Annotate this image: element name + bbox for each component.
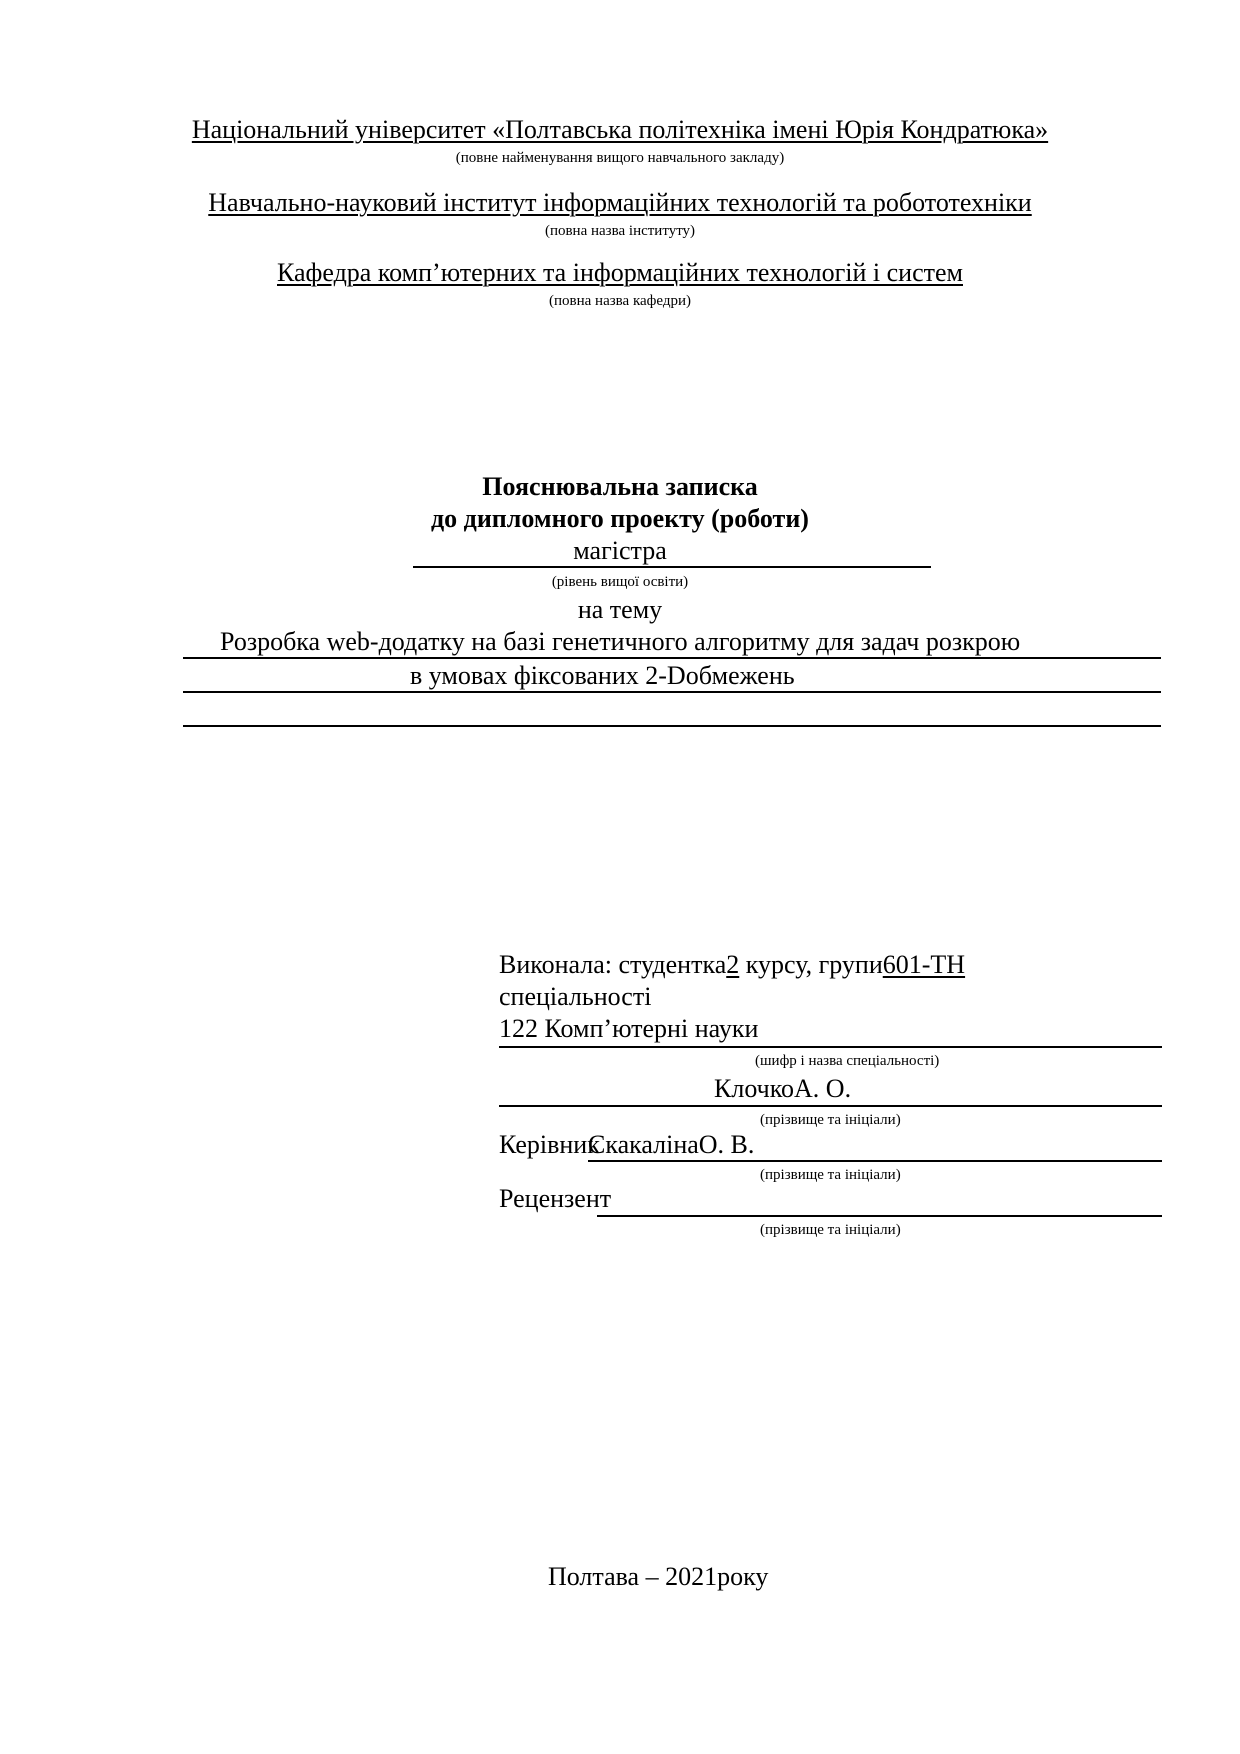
specialty-value: 122 Комп’ютерні науки (499, 1014, 759, 1043)
reviewer-caption: (прізвище та ініціали) (760, 1222, 901, 1238)
topic-underline-1 (183, 657, 1161, 659)
degree-caption: (рівень вищої освіти) (551, 574, 689, 590)
group-value: 601-ТН (882, 950, 966, 979)
document-subtitle: до дипломного проекту (роботи) (431, 504, 809, 533)
department-caption: (повна назва кафедри) (549, 293, 691, 309)
student-underline (499, 1105, 1162, 1107)
reviewer-label: Рецензент (499, 1184, 612, 1213)
degree-level: магістра (573, 536, 667, 565)
university-caption: (повне найменування вищого навчального закладу) (455, 150, 785, 166)
institute-name: Навчально-науковий інститут інформаційних технологій та робототехніки (208, 188, 1032, 217)
performed-prefix: Виконала: студентка (499, 950, 727, 979)
topic-underline-3 (183, 725, 1161, 727)
supervisor-caption: (прізвище та ініціали) (760, 1167, 901, 1183)
degree-underline (413, 566, 931, 568)
specialty-underline (499, 1046, 1162, 1048)
student-caption: (прізвище та ініціали) (760, 1112, 901, 1128)
city-year: Полтава – 2021року (548, 1562, 769, 1591)
supervisor-underline (588, 1160, 1162, 1162)
topic-underline-2 (183, 691, 1161, 693)
institute-caption: (повна назва інституту) (544, 223, 696, 239)
supervisor-label: Керівник (499, 1130, 600, 1159)
performed-by-line (499, 950, 965, 980)
student-name: КлочкоА. О. (714, 1074, 852, 1103)
topic-label: на тему (577, 595, 663, 624)
specialty-caption: (шифр і назва спеціальності) (755, 1053, 940, 1069)
header-block (0, 115, 1240, 145)
course-suffix: курсу, групи (739, 950, 883, 979)
specialty-label: спеціальності (499, 982, 652, 1011)
topic-line-2: в умовах фіксованих 2-Dобмежень (410, 661, 795, 690)
department-name: Кафедра комп’ютерних та інформаційних технологій і систем (277, 258, 963, 287)
course-value: 2 (726, 950, 740, 979)
topic-line-1: Розробка web-додатку на базі генетичного алгоритму для задач розкрою (220, 627, 1021, 656)
reviewer-underline (597, 1215, 1162, 1217)
document-title: Пояснювальна записка (482, 472, 758, 501)
university-name: Національний університет «Полтавська політехніка імені Юрія Кондратюка» (191, 115, 1049, 144)
supervisor-name: СкакалінаО. В. (588, 1130, 755, 1159)
